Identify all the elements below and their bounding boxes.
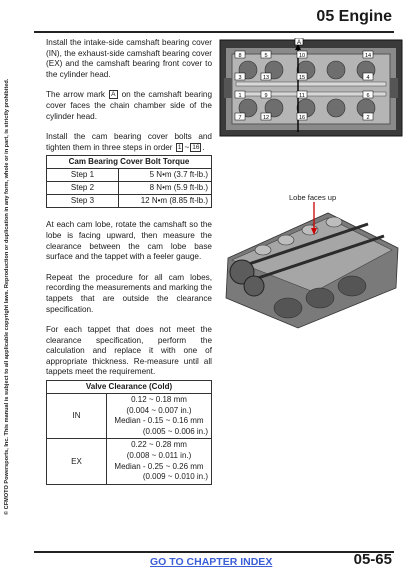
- order-separator: ~: [184, 142, 190, 152]
- torque-value: 8 N•m (5.9 ft-lb.): [119, 182, 212, 195]
- table-row: [47, 182, 212, 195]
- table-row: [47, 394, 212, 439]
- torque-step: Step 3: [47, 195, 119, 208]
- clearance-range-in: (0.004 ~ 0.007 in.): [126, 405, 192, 415]
- bolt-number: 3: [238, 74, 242, 81]
- paragraph-repeat: Repeat the procedure for all cam lobes, recording the measurements and marking the tappets that are outside the clearance specification.: [46, 272, 212, 314]
- clearance-table-title: Valve Clearance (Cold): [47, 381, 212, 394]
- bolt-number: 5: [264, 52, 268, 59]
- bolt-number: 16: [298, 114, 306, 121]
- clearance-range: 0.22 ~ 0.28 mm: [131, 440, 187, 450]
- header-divider: [34, 31, 394, 33]
- table-row: [47, 195, 212, 208]
- paragraph-tighten-order: [46, 132, 212, 153]
- bolt-number: 14: [364, 52, 372, 59]
- bolt-number: 9: [264, 92, 268, 99]
- chapter-index-link[interactable]: GO TO CHAPTER INDEX: [150, 556, 273, 568]
- order-start-badge: 1: [177, 143, 182, 151]
- paragraph-replace-tappet: For each tappet that does not meet the clearance specification, perform the calculation and replace it with one of appropriate thickness. Re-measure until all tappets meet the requirement.: [46, 325, 212, 377]
- bolt-number: 10: [298, 52, 306, 59]
- bolt-number: 13: [262, 74, 270, 81]
- clearance-label-in: IN: [47, 394, 107, 439]
- bolt-number: 4: [366, 74, 370, 81]
- table-row: [47, 439, 212, 484]
- clearance-table: [46, 380, 212, 485]
- cylinder-head-photo: [218, 188, 404, 330]
- bolt-number: 7: [238, 114, 242, 121]
- section-title: 05 Engine: [316, 8, 392, 25]
- bolt-number: 15: [298, 74, 306, 81]
- paragraph-measure-clearance: At each cam lobe, rotate the camshaft so the lobe is facing upward, then measure the clearance between the cam lobe base surface and the tappet with a feeler gauge.: [46, 220, 212, 262]
- arrow-mark-label: A: [296, 40, 302, 46]
- torque-step: Step 2: [47, 182, 119, 195]
- copyright-text: © CFMOTO Powersports, Inc. This manual is subject to all applicable copyright laws. Reproduction or duplication in any form, whole or in part, is strictly prohibited.: [4, 78, 10, 515]
- order-end-badge: 16: [192, 143, 200, 151]
- clearance-median-in: (0.009 ~ 0.010 in.): [142, 472, 208, 482]
- bolt-number: 11: [299, 92, 305, 99]
- clearance-range-in: (0.008 ~ 0.011 in.): [126, 451, 192, 461]
- copyright-notice: [4, 60, 16, 515]
- page-number: 05-65: [353, 551, 392, 568]
- clearance-values-ex: [107, 439, 212, 484]
- torque-table-title: Cam Bearing Cover Bolt Torque: [47, 156, 212, 169]
- bolt-number: 1: [238, 92, 242, 99]
- bolt-number: 6: [366, 92, 370, 99]
- clearance-label-ex: EX: [47, 439, 107, 484]
- arrow-mark-text: The arrow mark: [46, 90, 106, 100]
- clearance-median-in: (0.005 ~ 0.006 in.): [142, 426, 208, 436]
- tighten-text: Install the cam bearing cover bolts and tighten them in three steps in order: [46, 132, 212, 152]
- clearance-range: 0.12 ~ 0.18 mm: [131, 395, 187, 405]
- bolt-order-diagram: [218, 38, 404, 138]
- clearance-median: Median - 0.25 ~ 0.26 mm: [114, 461, 204, 471]
- bolt-number: 2: [366, 114, 370, 121]
- lobe-callout: Lobe faces up: [289, 193, 337, 202]
- arrow-mark-badge: A: [111, 91, 116, 99]
- tighten-end: .: [202, 142, 205, 152]
- torque-step: Step 1: [47, 169, 119, 182]
- arrow-mark-text-cont: on the camshaft bearing cover faces the chain chamber side of the cylinder head.: [46, 90, 213, 121]
- paragraph-install-covers: Install the intake-side camshaft bearing cover (IN), the exhaust-side camshaft bearing cover (EX) and the camshaft bearing front cover to the cylinder head.: [46, 38, 212, 79]
- torque-table: [46, 155, 212, 208]
- clearance-values-in: [107, 394, 212, 439]
- bolt-number: 12: [262, 114, 270, 121]
- bolt-number: 8: [238, 52, 242, 59]
- torque-value: 12 N•m (8.85 ft-lb.): [119, 195, 212, 208]
- paragraph-arrow-mark: [46, 90, 212, 122]
- clearance-median: Median - 0.15 ~ 0.16 mm: [114, 416, 204, 426]
- torque-value: 5 N•m (3.7 ft-lb.): [119, 169, 212, 182]
- instruction-column: [46, 38, 212, 485]
- table-row: [47, 169, 212, 182]
- footer-divider: [34, 551, 394, 553]
